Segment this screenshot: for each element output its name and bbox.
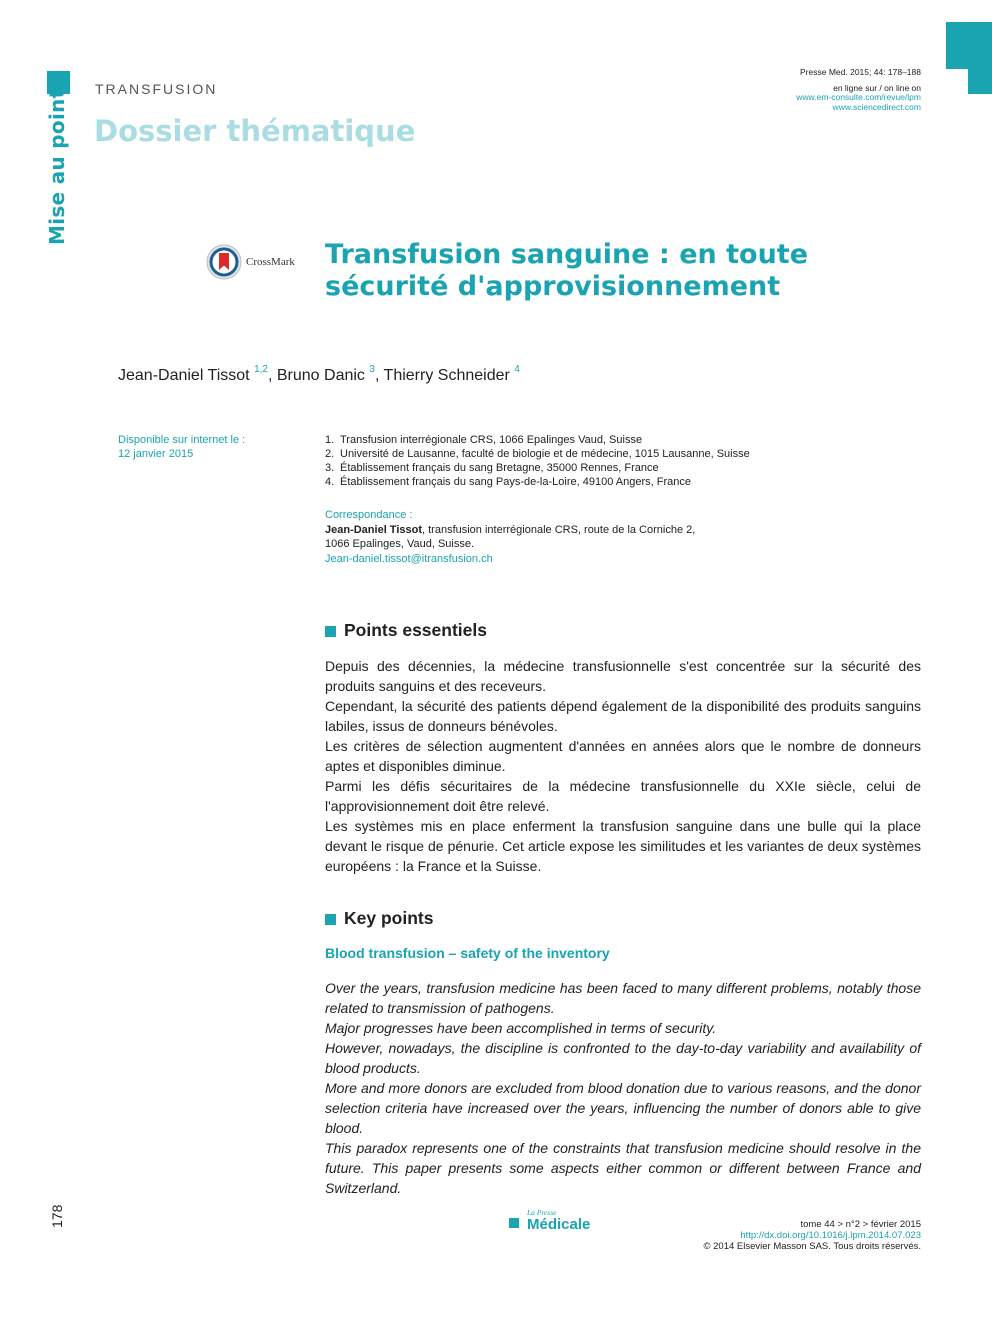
paragraph: Depuis des décennies, la médecine transfusionnelle s'est concentrée sur la sécurité des produits sanguins et des receveurs. (325, 658, 921, 694)
url-em-consulte[interactable]: www.em-consulte.com/revue/lpm (796, 92, 921, 102)
correspondence-address: , transfusion interrégionale CRS, route de la Corniche 2, (422, 523, 696, 536)
dossier-heading: Dossier thématique (94, 114, 416, 148)
key-points-body (325, 978, 921, 1198)
key-points-heading (325, 908, 433, 929)
author-separator: , (374, 367, 384, 384)
correspondence-label: Correspondance : (325, 509, 413, 521)
correspondence-email[interactable]: Jean-daniel.tissot@itransfusion.ch (325, 552, 493, 565)
paragraph: Over the years, transfusion medicine has been faced to many different problems, notably those related to transmission of pathogens. (325, 980, 921, 1016)
journal-reference (796, 68, 921, 112)
page-number: 178 (49, 1204, 65, 1228)
crossmark-icon (206, 244, 242, 280)
crossmark-label: CrossMark (246, 256, 295, 268)
affiliation-text: Transfusion interrégionale CRS, 1066 Epalinges Vaud, Suisse (340, 434, 643, 446)
paragraph: More and more donors are excluded from blood donation due to various reasons, and the donor selection criteria have increased over the years, influencing the number of donors able to give blood. (325, 1080, 921, 1136)
affiliation-list (325, 433, 750, 489)
author-name: Bruno Danic (276, 367, 365, 384)
doi-link[interactable]: http://dx.doi.org/10.1016/j.lpm.2014.07.023 (740, 1230, 921, 1241)
author-list (118, 364, 520, 385)
author-separator: , (267, 367, 277, 384)
affiliation-number: 1. (325, 434, 335, 446)
journal-logo (509, 1209, 590, 1232)
points-essentiels-heading (325, 620, 487, 641)
rail-label: Mise au point (45, 88, 69, 245)
paragraph: Les systèmes mis en place enferment la transfusion sanguine dans une bulle qui la place devant le risque de pénurie. Cet article expose les similitudes et les variantes de deux systèmes européens : la France et la Suisse. (325, 818, 921, 874)
key-points-subtitle: Blood transfusion – safety of the inventory (325, 945, 610, 961)
article-title: Transfusion sanguine : en toute sécurité d'approvisionnement (325, 239, 809, 302)
corner-mark-tab (968, 69, 992, 94)
section-label: TRANSFUSION (95, 81, 218, 97)
points-essentiels-body (325, 656, 921, 876)
availability-note (118, 433, 245, 461)
correspondence-block (325, 508, 695, 566)
author-name: Jean-Daniel Tissot (118, 367, 250, 384)
affiliation-number: 3. (325, 462, 335, 474)
logo-square (509, 1218, 519, 1228)
correspondence-address-line2: 1066 Epalinges, Vaud, Suisse. (325, 538, 475, 550)
correspondence-name: Jean-Daniel Tissot (325, 523, 422, 536)
paragraph: However, nowadays, the discipline is confronted to the day-to-day variability and availability of blood products. (325, 1040, 921, 1076)
affiliation-number: 2. (325, 448, 335, 460)
availability-label: Disponible sur internet le : (118, 434, 246, 446)
availability-date: 12 janvier 2015 (118, 448, 194, 460)
paragraph: Parmi les défis sécuritaires de la médecine transfusionnelle du XXIe siècle, celui de l'approvisionnement doit être relevé. (325, 778, 921, 814)
affiliation-text: Université de Lausanne, faculté de biologie et de médecine, 1015 Lausanne, Suisse (340, 448, 750, 460)
logo-big-text: Médicale (527, 1215, 591, 1233)
affiliation-item (325, 461, 750, 475)
affiliation-text: Établissement français du sang Pays-de-la-Loire, 49100 Angers, France (340, 476, 691, 488)
paragraph: Major progresses have been accomplished in terms of security. (325, 1020, 717, 1036)
paragraph: Les critères de sélection augmentent d'années en années alors que le nombre de donneurs aptes et disponibles diminue. (325, 738, 921, 774)
heading-bullet (325, 626, 336, 637)
crossmark-badge[interactable] (206, 244, 295, 280)
affiliation-item (325, 447, 750, 461)
issue-info: tome 44 > n°2 > février 2015 (800, 1219, 921, 1230)
author-name: Thierry Schneider (383, 367, 510, 384)
corner-mark (946, 22, 992, 69)
author-affiliation-ref: 4 (514, 364, 520, 375)
url-sciencedirect[interactable]: www.sciencedirect.com (832, 101, 921, 112)
footer-reference (703, 1219, 921, 1252)
paragraph: Cependant, la sécurité des patients dépend également de la disponibilité des produits sanguins labiles, issus de donneurs bénévoles. (325, 698, 921, 734)
online-label: en ligne sur / on line on (833, 82, 921, 93)
copyright: © 2014 Elsevier Masson SAS. Tous droits réservés. (703, 1241, 921, 1252)
affiliation-item (325, 433, 750, 447)
paragraph: This paradox represents one of the constraints that transfusion medicine should resolve in the future. This paper presents some aspects either common or different between France and Switzerland. (325, 1140, 921, 1196)
affiliation-text: Établissement français du sang Bretagne, 35000 Rennes, France (340, 462, 659, 474)
author-affiliation-ref: 3 (369, 364, 375, 375)
logo-small-text: La Presse (527, 1208, 557, 1217)
heading-text: Points essentiels (344, 620, 487, 640)
affiliation-number: 4. (325, 476, 335, 488)
author-affiliation-ref: 1,2 (254, 364, 268, 375)
journal-citation: Presse Med. 2015; 44: 178–188 (800, 67, 921, 77)
affiliation-item (325, 475, 750, 489)
heading-text: Key points (344, 908, 434, 928)
logo-wordmark (527, 1209, 590, 1232)
heading-bullet (325, 914, 336, 925)
